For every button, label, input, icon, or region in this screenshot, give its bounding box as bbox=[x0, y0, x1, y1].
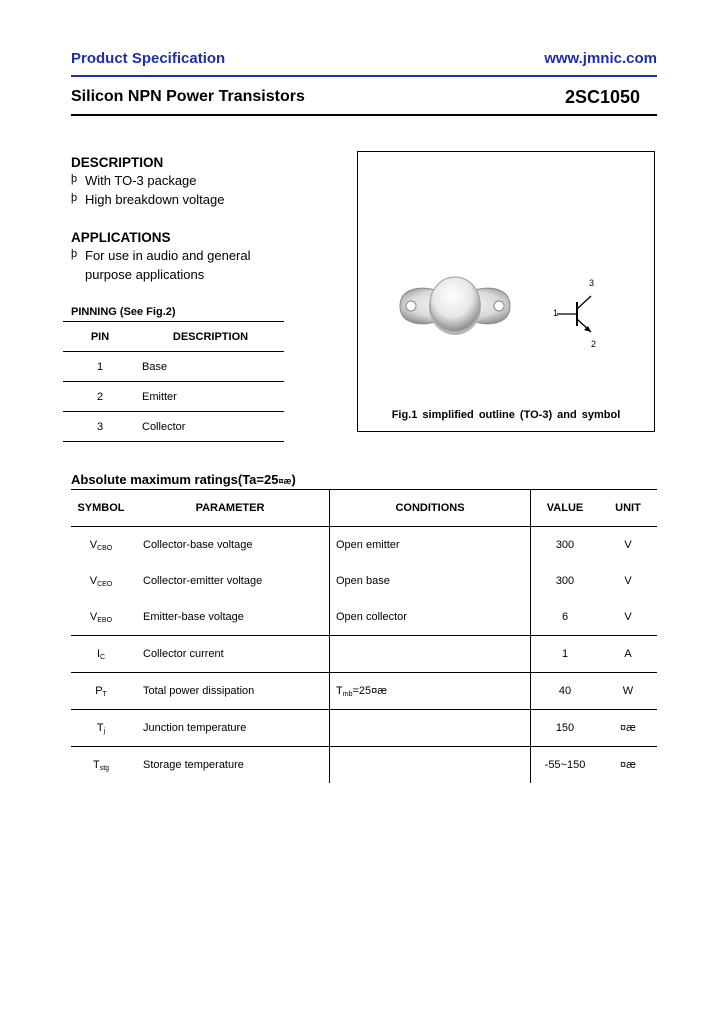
symbol-subscript: CBO bbox=[97, 544, 113, 552]
description-item bbox=[71, 173, 197, 188]
value-cell: 1 bbox=[531, 636, 600, 673]
part-number: 2SC1050 bbox=[564, 87, 640, 107]
applications-item bbox=[71, 248, 251, 263]
parameter-cell: Junction temperature bbox=[131, 710, 330, 747]
symbol-subscript: T bbox=[102, 690, 107, 698]
conditions-tail: =25¤æ bbox=[352, 684, 388, 697]
symbol-subscript: EBO bbox=[97, 616, 113, 624]
conditions-subscript: mb bbox=[342, 690, 353, 698]
parameter-cell: Total power dissipation bbox=[131, 673, 330, 710]
symbol-cell bbox=[71, 673, 131, 710]
parameter-cell: Collector-base voltage bbox=[143, 539, 253, 551]
parameter-cell: Collector current bbox=[131, 636, 330, 673]
symbol-subscript: stg bbox=[99, 764, 110, 772]
pin-column-header: PIN bbox=[63, 322, 137, 352]
bullet-icon: þ bbox=[71, 248, 78, 260]
parameter-column-header: PARAMETER bbox=[131, 490, 330, 527]
description-column-header: DESCRIPTION bbox=[137, 322, 284, 352]
unit-cell: V bbox=[624, 575, 632, 587]
symbol-subscript: CEO bbox=[97, 580, 113, 588]
symbol-subscript: j bbox=[103, 727, 106, 735]
figure-box bbox=[357, 151, 655, 432]
pin-number: 1 bbox=[63, 352, 137, 382]
symbol-letter: V bbox=[89, 538, 98, 551]
conditions-column-header: CONDITIONS bbox=[330, 490, 531, 527]
unit-cell: V bbox=[624, 539, 632, 551]
to3-package-image bbox=[390, 266, 520, 346]
parameter-cell: Emitter-base voltage bbox=[131, 599, 330, 636]
value-cell: 150 bbox=[531, 710, 600, 747]
ratings-heading bbox=[71, 472, 296, 487]
ratings-table bbox=[71, 489, 657, 783]
value-cell: 300 bbox=[531, 563, 600, 599]
symbol-letter: T bbox=[92, 758, 100, 771]
unit-cell: ¤æ bbox=[620, 759, 636, 771]
pin-description: Emitter bbox=[137, 382, 284, 412]
symbol-cell bbox=[71, 599, 131, 636]
symbol-letter: I bbox=[96, 647, 100, 660]
symbol-column-header: SYMBOL bbox=[71, 490, 131, 527]
symbol-letter: P bbox=[95, 684, 103, 697]
symbol-pin-1-label: 1 bbox=[553, 308, 559, 318]
symbol-subscript: C bbox=[100, 653, 106, 661]
parameter-cell: Storage temperature bbox=[143, 759, 244, 771]
unit-cell: V bbox=[599, 599, 657, 636]
unit-cell: ¤æ bbox=[599, 710, 657, 747]
table-row bbox=[71, 599, 657, 636]
unit-cell: W bbox=[599, 673, 657, 710]
bullet-icon: þ bbox=[71, 173, 78, 185]
applications-item-continuation: purpose applications bbox=[85, 267, 205, 282]
description-item bbox=[71, 192, 224, 207]
pin-description: Collector bbox=[137, 412, 284, 442]
conditions-text: Open collector bbox=[336, 610, 407, 623]
symbol-cell bbox=[71, 747, 131, 784]
ratings-heading-text: Absolute maximum ratings(Ta=25 bbox=[71, 472, 279, 487]
description-item-text: With TO-3 package bbox=[85, 173, 197, 188]
conditions-cell bbox=[330, 747, 531, 784]
symbol-letter: V bbox=[89, 610, 98, 623]
ratings-heading-close: ) bbox=[291, 472, 296, 487]
table-row bbox=[63, 382, 284, 412]
symbol-pin-2-label: 2 bbox=[591, 339, 597, 349]
bullet-icon: þ bbox=[71, 192, 78, 204]
figure-caption: Fig.1 simplified outline (TO-3) and symbol bbox=[391, 409, 621, 421]
conditions-text: T bbox=[336, 684, 343, 697]
conditions-cell bbox=[330, 673, 531, 710]
table-row bbox=[71, 527, 657, 564]
parameter-cell: Collector-emitter voltage bbox=[143, 575, 263, 587]
header-website[interactable]: www.jmnic.com bbox=[544, 50, 657, 67]
ratings-heading-unit: ¤æ bbox=[278, 476, 292, 486]
document-title: Silicon NPN Power Transistors bbox=[71, 88, 305, 105]
header-left: Product Specification bbox=[71, 50, 226, 67]
table-row bbox=[63, 352, 284, 382]
value-cell: 300 bbox=[531, 527, 600, 564]
conditions-text: Open base bbox=[336, 574, 390, 587]
table-row bbox=[71, 710, 657, 747]
description-heading: DESCRIPTION bbox=[71, 155, 164, 170]
value-cell: -55~150 bbox=[531, 747, 600, 784]
symbol-cell bbox=[71, 563, 131, 599]
description-item-text: High breakdown voltage bbox=[85, 192, 225, 207]
table-row bbox=[71, 636, 657, 673]
conditions-cell bbox=[330, 527, 531, 564]
pin-number: 2 bbox=[63, 382, 137, 412]
value-column-header: VALUE bbox=[531, 490, 600, 527]
table-row bbox=[71, 673, 657, 710]
symbol-pin-3-label: 3 bbox=[589, 278, 595, 288]
value-cell: 6 bbox=[531, 599, 600, 636]
applications-heading: APPLICATIONS bbox=[71, 230, 171, 245]
conditions-text: Open emitter bbox=[336, 538, 400, 551]
conditions-cell bbox=[330, 599, 531, 636]
title-rule bbox=[71, 114, 657, 116]
table-row bbox=[71, 563, 657, 599]
pin-description: Base bbox=[137, 352, 284, 382]
conditions-cell bbox=[330, 563, 531, 599]
pinning-heading: PINNING (See Fig.2) bbox=[71, 306, 176, 318]
unit-cell: A bbox=[599, 636, 657, 673]
unit-column-header: UNIT bbox=[599, 490, 657, 527]
symbol-cell bbox=[71, 527, 131, 564]
table-row bbox=[71, 747, 657, 784]
symbol-cell bbox=[71, 636, 131, 673]
symbol-cell bbox=[71, 710, 131, 747]
table-row bbox=[63, 412, 284, 442]
value-cell: 40 bbox=[531, 673, 600, 710]
header-rule bbox=[71, 75, 657, 77]
pin-number: 3 bbox=[63, 412, 137, 442]
conditions-cell bbox=[330, 710, 531, 747]
applications-item-text: For use in audio and general bbox=[85, 248, 251, 263]
pinning-table bbox=[63, 321, 284, 442]
symbol-letter: V bbox=[89, 574, 98, 587]
symbol-letter: T bbox=[96, 721, 104, 734]
conditions-cell bbox=[330, 636, 531, 673]
